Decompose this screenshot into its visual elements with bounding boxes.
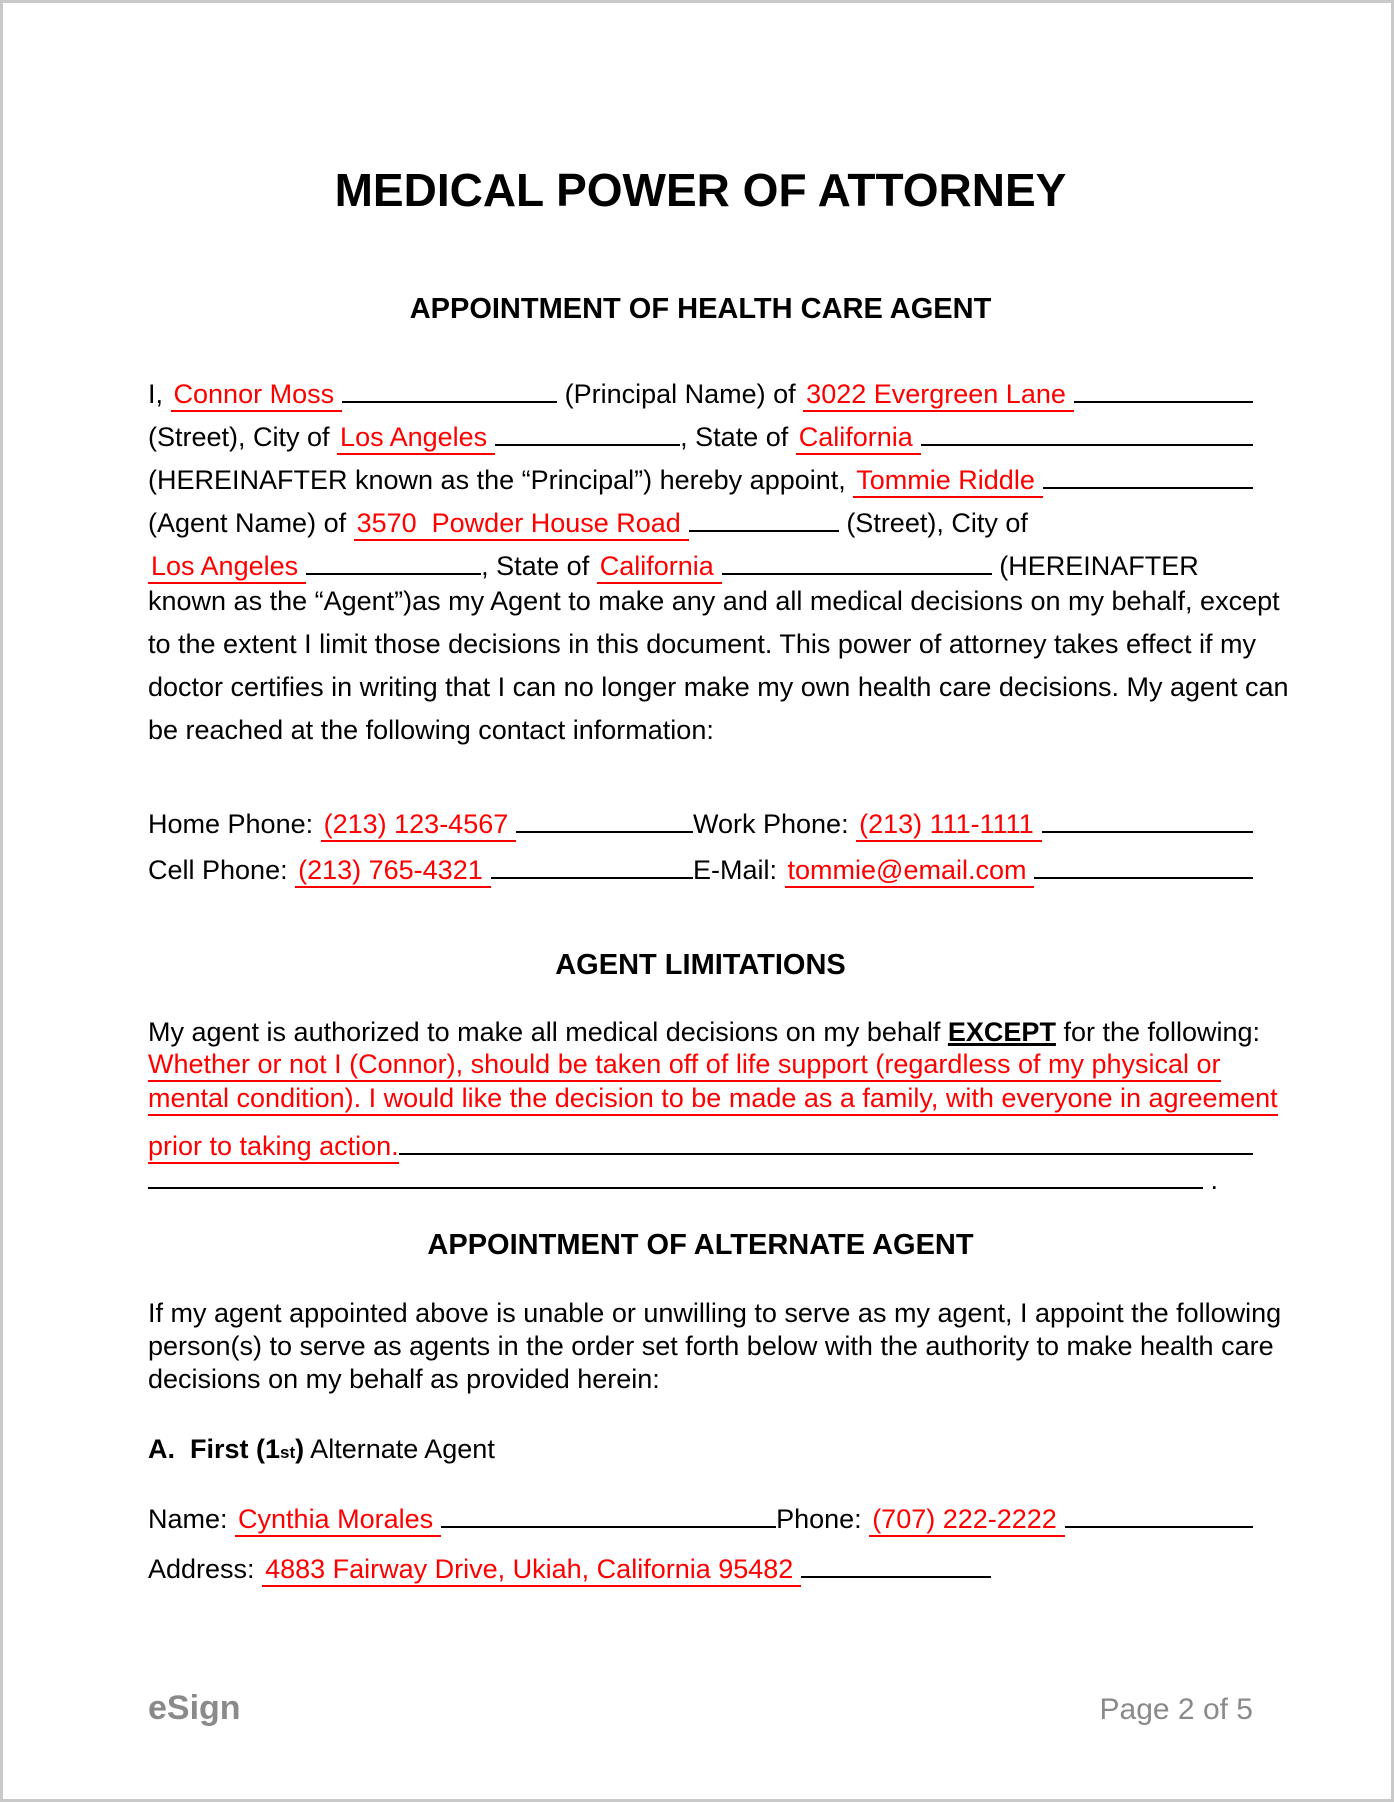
paragraph-line (148, 580, 1280, 623)
static-text: , State of (680, 422, 796, 452)
blank-line (921, 408, 1253, 446)
principal-street-field[interactable]: 3022 Evergreen Lane (803, 379, 1074, 412)
contact-cell (693, 841, 1253, 893)
blank-line (1074, 365, 1253, 403)
blank-line (1034, 841, 1253, 879)
contact-cell (148, 795, 693, 847)
page-footer (148, 1689, 1253, 1728)
limitations-intro (148, 1015, 1261, 1049)
paragraph-line (148, 1330, 1274, 1363)
principal-name-field[interactable]: Connor Moss (171, 379, 343, 412)
email-label: E-Mail: (693, 855, 785, 885)
agent-name-field[interactable]: Tommie Riddle (853, 465, 1043, 498)
blank-line (801, 1540, 991, 1578)
blank-line (342, 365, 557, 403)
blank-line (491, 841, 693, 879)
limitations-field[interactable]: prior to taking action. (148, 1131, 399, 1164)
contact-cell (693, 795, 1253, 847)
name-phone-row (148, 1490, 1253, 1540)
item-heading-line (148, 1433, 1253, 1466)
static-text: (Street), City of (148, 422, 338, 452)
static-text: I, (148, 379, 171, 409)
static-text: , State of (481, 551, 597, 581)
blank-line (148, 1151, 1203, 1189)
item-title-bold: First (1 (190, 1434, 281, 1464)
principal-state-field[interactable]: California (796, 422, 921, 455)
ordinal-superscript: st (280, 1443, 296, 1462)
page-title: MEDICAL POWER OF ATTORNEY (334, 164, 1067, 216)
phone-label: Phone: (776, 1504, 870, 1534)
address-row (148, 1540, 1253, 1590)
limitations-fill-line (148, 1083, 1278, 1117)
item-title-bold-close: ) (295, 1434, 305, 1464)
static-text: If my agent appointed above is unable or unwilling to serve as my agent, I appoint the following (148, 1298, 1282, 1328)
static-text: (HEREINAFTER known as the “Principal”) hereby appoint, (148, 465, 854, 495)
blank-line (399, 1117, 1253, 1155)
static-text: be reached at the following contact information: (148, 715, 714, 745)
static-text: decisions on my behalf as provided herein: (148, 1364, 660, 1394)
blank-line (1043, 451, 1253, 489)
blank-line (441, 1490, 776, 1528)
section-heading-health-care-agent: APPOINTMENT OF HEALTH CARE AGENT (409, 293, 992, 325)
section-heading-alternate-agent: APPOINTMENT OF ALTERNATE AGENT (427, 1229, 974, 1261)
alternate-phone-field[interactable]: (707) 222-2222 (869, 1504, 1065, 1537)
blank-line (1042, 795, 1253, 833)
cell-phone-label: Cell Phone: (148, 855, 296, 885)
blank-line (1065, 1490, 1253, 1528)
blank-line (495, 408, 680, 446)
address-label: Address: (148, 1554, 263, 1584)
static-text: person(s) to serve as agents in the order set forth below with the authority to make health care (148, 1331, 1274, 1361)
limitations-block (148, 1015, 1278, 1195)
agent-city-field[interactable]: Los Angeles (148, 551, 306, 584)
email-field[interactable]: tommie@email.com (785, 855, 1035, 888)
blank-line (516, 795, 693, 833)
contact-row (148, 841, 1253, 887)
except-emphasis: EXCEPT (947, 1017, 1056, 1047)
static-text: . (1203, 1165, 1219, 1195)
appointment-paragraph (148, 365, 1289, 752)
blank-line (722, 537, 992, 575)
agent-state-field[interactable]: California (597, 551, 722, 584)
agent-contact-block (148, 795, 1253, 887)
static-text (175, 1433, 190, 1466)
static-text: to the extent I limit those decisions in this document. This power of attorney takes effect if my (148, 629, 1257, 659)
limitations-field[interactable]: mental condition). I would like the decision to be made as a family, with everyone in agreement (148, 1083, 1278, 1116)
contact-row (148, 795, 1253, 841)
form-line (148, 365, 1253, 408)
static-text: known as the “Agent”)as my Agent to make any and all medical decisions on my behalf, except (148, 586, 1280, 616)
static-text: for the following: (1055, 1017, 1261, 1047)
alternate-agent-paragraph (148, 1297, 1282, 1396)
home-phone-field[interactable]: (213) 123-4567 (321, 809, 517, 842)
static-text: doctor certifies in writing that I can no longer make my own health care decisions. My agent can (148, 672, 1289, 702)
static-text: (Street), City of (838, 508, 1028, 538)
paragraph-line (148, 666, 1289, 709)
alternate-address-field[interactable]: 4883 Fairway Drive, Ukiah, California 95482 (262, 1554, 801, 1587)
blank-line (306, 537, 481, 575)
paragraph-line (148, 623, 1257, 666)
limitations-field[interactable]: Whether or not I (Connor), should be taken off of life support (regardless of my physical or (148, 1049, 1221, 1082)
static-text: (HEREINAFTER (991, 551, 1199, 581)
home-phone-label: Home Phone: (148, 809, 321, 839)
alternate-name-field[interactable]: Cynthia Morales (235, 1504, 441, 1537)
static-text: (Principal Name) of (557, 379, 804, 409)
static-text: (Agent Name) of (148, 508, 354, 538)
alternate-agent-fields (148, 1490, 1253, 1590)
cell-phone-field[interactable]: (213) 765-4321 (295, 855, 491, 888)
work-phone-field[interactable]: (213) 111-1111 (856, 809, 1042, 842)
principal-city-field[interactable]: Los Angeles (337, 422, 495, 455)
contact-cell (148, 841, 693, 893)
static-text: My agent is authorized to make all medical decisions on my behalf (148, 1017, 948, 1047)
paragraph-line (148, 709, 1253, 752)
work-phone-label: Work Phone: (693, 809, 857, 839)
esign-logo: eSign (148, 1689, 241, 1727)
name-label: Name: (148, 1504, 236, 1534)
paragraph-line (148, 1297, 1282, 1330)
item-title-rest: Alternate Agent (304, 1434, 495, 1464)
paragraph-line (148, 1363, 1253, 1396)
blank-line (689, 494, 839, 532)
first-alternate-agent-item (148, 1433, 1253, 1466)
form-line (148, 537, 1253, 580)
limitations-blank-line (148, 1151, 1253, 1195)
page-number: Page 2 of 5 (1099, 1693, 1253, 1726)
agent-street-field[interactable]: 3570 Powder House Road (354, 508, 689, 541)
item-letter: A. (148, 1434, 175, 1464)
limitations-fill-line (148, 1117, 1253, 1161)
section-heading-agent-limitations: AGENT LIMITATIONS (555, 949, 846, 981)
limitations-fill-line (148, 1049, 1253, 1083)
